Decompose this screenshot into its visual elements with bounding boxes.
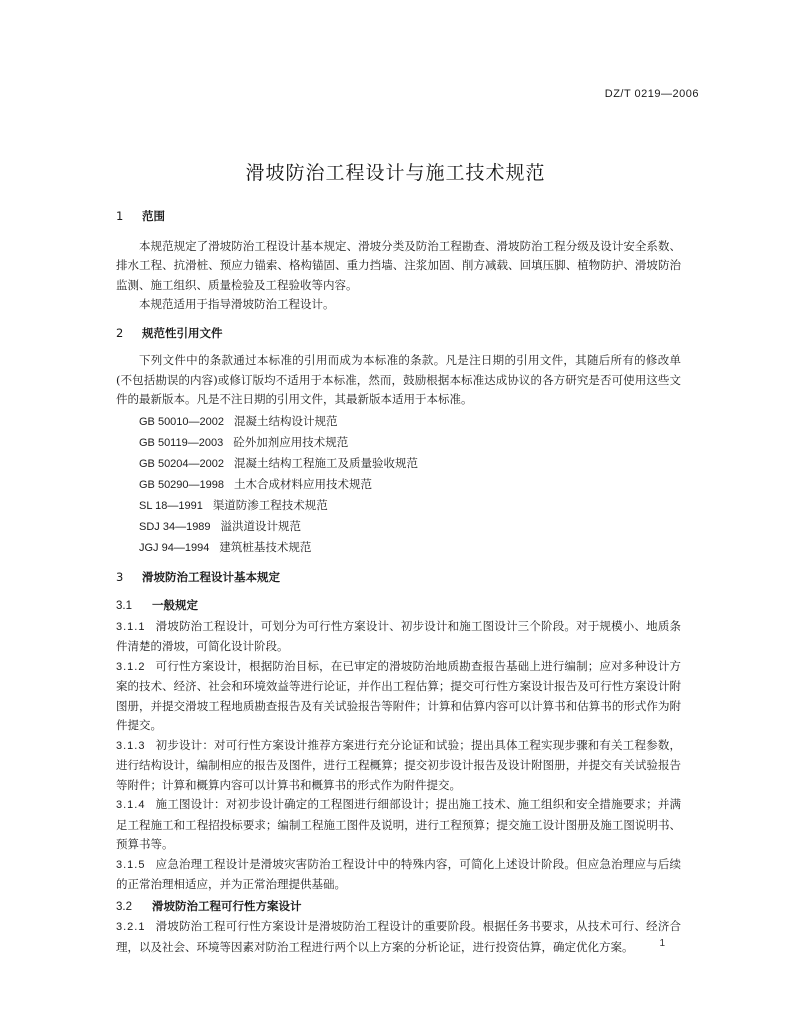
reference-item	[116, 474, 681, 495]
reference-item	[116, 411, 681, 432]
subsection-3-2-number: 3.2	[116, 900, 132, 913]
reference-code: GB 50290—1998	[139, 478, 225, 491]
clause-number: 3.1.1	[116, 620, 146, 633]
reference-code: GB 50010—2002	[139, 415, 225, 428]
clause-text: 应急治理工程设计是滑坡灾害防治工程设计中的特殊内容，可简化上述设计阶段。但应急治理应与后续的正常治理相适应，并为正常治理提供基础。	[116, 856, 681, 891]
clause-text: 滑坡防治工程设计，可划分为可行性方案设计、初步设计和施工图设计三个阶段。对于规模小、地质条件清楚的滑坡，可简化设计阶段。	[116, 618, 681, 653]
reference-name: 渠道防渗工程技术规范	[212, 497, 328, 512]
subsection-3-1-title: 一般规定	[152, 598, 198, 612]
subsection-3-1-number: 3.1	[116, 600, 132, 612]
reference-name: 混凝土结构设计规范	[234, 413, 338, 428]
section-1-heading	[116, 207, 681, 227]
clause-text: 滑坡防治工程可行性方案设计是滑坡防治工程设计的重要阶段。根据任务书要求，从技术可行、经济合理，以及社会、环境等因素对防治工程进行两个以上方案的分析论证，进行投资估算，确定优化方案。	[116, 919, 681, 954]
clause-text: 施工图设计：对初步设计确定的工程图进行细部设计；提出施工技术、施工组织和安全措施要求；并满足工程施工和工程招投标要求；编制工程施工图件及说明，进行工程预算；提交施工设计图册及施工图说明书、预算书等。	[116, 797, 681, 851]
clause-3-1-2	[116, 657, 681, 736]
reference-item	[116, 516, 681, 537]
clause-text: 初步设计：对可行性方案设计推荐方案进行充分论证和试验；提出具体工程实现步骤和有关工程参数，进行结构设计，编制相应的报告及图件，进行工程概算；提交初步设计报告及设计附图册，并提交有关试验报告等附件；计算和概算内容可以计算书和概算书的形式作为附件提交。	[116, 737, 681, 792]
reference-code: JGJ 94—1994	[139, 541, 210, 554]
clause-number: 3.1.2	[116, 660, 146, 673]
section-1-title: 范围	[142, 209, 165, 223]
reference-name: 混凝土结构工程施工及质量验收规范	[234, 455, 419, 470]
reference-item	[116, 495, 681, 516]
clause-number: 3.1.5	[116, 858, 146, 871]
reference-list	[116, 411, 681, 558]
clause-text: 可行性方案设计，根据防治目标，在已审定的滑坡防治地质勘查报告基础上进行编制；应对多种设计方案的技术、经济、社会和环境效益等进行论证，并作出工程估算；提交可行性方案设计报告及可行性方案设计附图册，并提交滑坡工程地质勘查报告及有关试验报告等附件；计算和估算内容可以计算书和估算书的形式作为附件提交。	[116, 658, 681, 732]
clause-3-1-5	[116, 855, 681, 895]
subsection-3-2-title: 滑坡防治工程可行性方案设计	[152, 898, 302, 913]
document-title: 滑坡防治工程设计与施工技术规范	[245, 162, 546, 184]
section-3-number: 3	[116, 569, 124, 584]
section-3-heading	[116, 568, 681, 588]
reference-item	[116, 537, 681, 558]
section-2-title: 规范性引用文件	[142, 325, 223, 340]
clause-number: 3.2.1	[116, 921, 146, 933]
clause-3-1-4	[116, 795, 681, 855]
clause-number: 3.1.3	[116, 739, 146, 752]
standard-number: DZ/T 0219—2006	[604, 88, 699, 100]
section-3-title: 滑坡防治工程设计基本规定	[142, 569, 280, 584]
reference-name: 砼外加剂应用技术规范	[233, 434, 349, 449]
section-2-number: 2	[116, 325, 124, 340]
page-number: 1	[659, 938, 665, 949]
document-body	[116, 207, 681, 957]
subsection-3-1-heading	[116, 596, 681, 617]
section-2-paragraph: 下列文件中的条款通过本标准的引用而成为本标准的条款。凡是注日期的引用文件，其随后所有的修改单(不包括勘误的内容)或修订版均不适用于本标准，然而，鼓励根据本标准达成协议的各方研究是否可使用这些文件的最新版本。凡是不注日期的引用文件，其最新版本适用于本标准。	[116, 353, 681, 406]
reference-name: 土木合成材料应用技术规范	[234, 476, 373, 491]
clause-number: 3.1.4	[116, 799, 146, 811]
clause-3-2-1	[116, 917, 681, 957]
clause-3-1-3	[116, 736, 681, 796]
reference-item	[116, 432, 681, 453]
reference-name: 溢洪道设计规范	[220, 518, 302, 533]
clause-3-1-1	[116, 617, 681, 657]
reference-code: GB 50119—2003	[139, 436, 224, 449]
section-2-heading	[116, 324, 681, 344]
reference-code: SDJ 34—1989	[139, 520, 211, 533]
reference-code: SL 18—1991	[139, 499, 203, 512]
subsection-3-2-heading	[116, 897, 681, 918]
reference-item	[116, 453, 681, 474]
reference-code: GB 50204—2002	[139, 457, 225, 470]
section-1-number: 1	[116, 209, 124, 223]
section-1-paragraph-2: 本规范适用于指导滑坡防治工程设计。	[139, 297, 335, 311]
reference-name: 建筑桩基技术规范	[219, 539, 312, 554]
section-1-paragraph-1: 本规范规定了滑坡防治工程设计基本规定、滑坡分类及防治工程勘查、滑坡防治工程分级及设计安全系数、排水工程、抗滑桩、预应力锚索、格构锚固、重力挡墙、注浆加固、削方减载、回填压脚、植物防护、滑坡防治监测、施工组织、质量检验及工程验收等内容。	[116, 238, 681, 292]
